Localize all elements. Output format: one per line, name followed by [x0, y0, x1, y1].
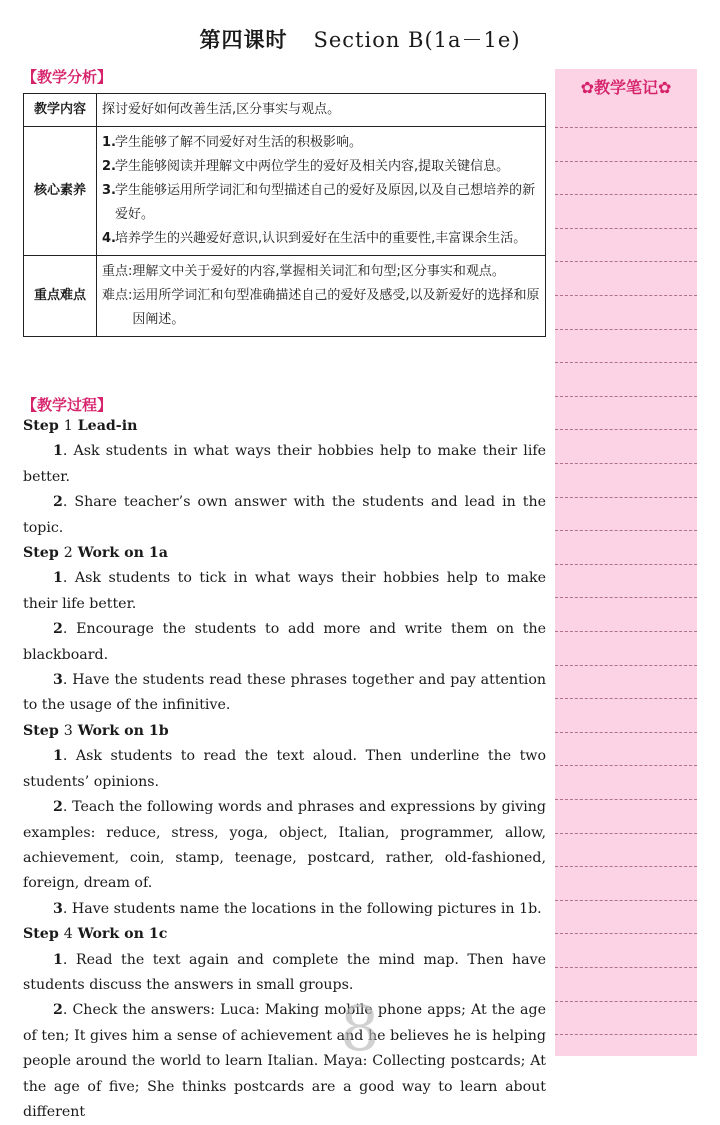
core-label: 核心素养 [24, 127, 97, 256]
lesson-title-zh: 第四课时 [199, 27, 288, 52]
step-item: 1. Read the text again and complete the mind map. Then have students discuss the answers in small groups. [23, 951, 546, 993]
note-line [555, 765, 697, 766]
note-line [555, 799, 697, 800]
content-text: 探讨爱好如何改善生活,区分事实与观点。 [97, 94, 546, 127]
content-row [24, 94, 546, 127]
note-line [555, 161, 697, 162]
note-line [555, 900, 697, 901]
step-heading: Step 2 Work on 1a [23, 545, 168, 562]
note-line [555, 1034, 697, 1035]
note-line [555, 396, 697, 397]
core-items [97, 127, 546, 256]
core-item: 2. 学生能够阅读并理解文中两位学生的爱好及相关内容,提取关键信息。 [102, 159, 510, 174]
core-item: 4. 培养学生的兴趣爱好意识,认识到爱好在生活中的重要性,丰富课余生活。 [102, 231, 527, 246]
step-item: 3. Have students name the locations in the following pictures in 1b. [53, 900, 542, 917]
step-heading: Step 4 Work on 1c [23, 926, 168, 943]
step-item: 2. Encourage the students to add more and write them on the blackboard. [23, 621, 546, 663]
note-line [555, 362, 697, 363]
core-row [24, 127, 546, 256]
note-line [555, 933, 697, 934]
note-line [555, 967, 697, 968]
note-line [555, 564, 697, 565]
note-line [555, 497, 697, 498]
note-line [555, 228, 697, 229]
note-line [555, 329, 697, 330]
key-points [97, 256, 546, 337]
note-line [555, 866, 697, 867]
note-line [555, 732, 697, 733]
notes-sidebar [555, 69, 697, 1056]
step-item: 1. Ask students to read the text aloud. Then underline the two students’ opinions. [23, 748, 546, 790]
core-item: 1. 学生能够了解不同爱好对生活的积极影响。 [102, 135, 363, 150]
note-line [555, 295, 697, 296]
core-item: 3. 学生能够运用所学词汇和句型描述自己的爱好及原因,以及自己想培养的新爱好。 [102, 183, 536, 222]
content-label: 教学内容 [24, 94, 97, 127]
step-item: 2. Check the answers: Luca: Making mobile phone apps; At the age of ten; It gives him a sense of achievement and he believes he is helping people around the world to learn Italian. Maya: Collecting postcards; At the age of five; She thinks postcards are a good way to learn about different [23, 1002, 546, 1120]
process-body [23, 414, 546, 1125]
note-line [555, 530, 697, 531]
note-line [555, 429, 697, 430]
note-line [555, 833, 697, 834]
analysis-table [23, 93, 546, 337]
step-heading: Step 3 Work on 1b [23, 722, 169, 739]
page-title [0, 24, 720, 54]
step-item: 1. Ask students to tick in what ways their hobbies help to make their life better. [23, 570, 546, 612]
analysis-heading: 【教学分析】 [22, 68, 113, 86]
difficult-point: 难点: 运用所学词汇和句型准确描述自己的爱好及感受,以及新爱好的选择和原因阐述。 [102, 288, 540, 327]
notes-title: ✿教学笔记✿ [580, 78, 672, 97]
note-line [555, 1001, 697, 1002]
key-row [24, 256, 546, 337]
key-label: 重点难点 [24, 256, 97, 337]
note-line [555, 597, 697, 598]
note-line [555, 698, 697, 699]
step-heading: Step 1 Lead-in [23, 418, 138, 434]
note-line [555, 261, 697, 262]
process-heading: 【教学过程】 [22, 396, 113, 414]
step-item: 2. Teach the following words and phrases and expressions by giving examples: reduce, stress, yoga, object, Italian, programmer, allow, achievement, coin, stamp, teenage, postcard, rather, old-fashioned, foreign, dream of. [23, 799, 546, 892]
note-line [555, 127, 697, 128]
note-line [555, 631, 697, 632]
step-item: 1. Ask students in what ways their hobbies help to make their life better. [23, 443, 546, 485]
note-line [555, 463, 697, 464]
key-point: 重点: 理解文中关于爱好的内容,掌握相关词汇和句型;区分事实和观点。 [102, 264, 505, 279]
step-item: 3. Have the students read these phrases together and pay attention to the usage of the infinitive. [23, 672, 546, 714]
lesson-title-en: Section B(1a－1e) [313, 28, 521, 52]
step-item: 2. Share teacher’s own answer with the students and lead in the topic. [23, 494, 546, 536]
note-line [555, 194, 697, 195]
note-line [555, 665, 697, 666]
page-number: 8 [340, 992, 380, 1065]
